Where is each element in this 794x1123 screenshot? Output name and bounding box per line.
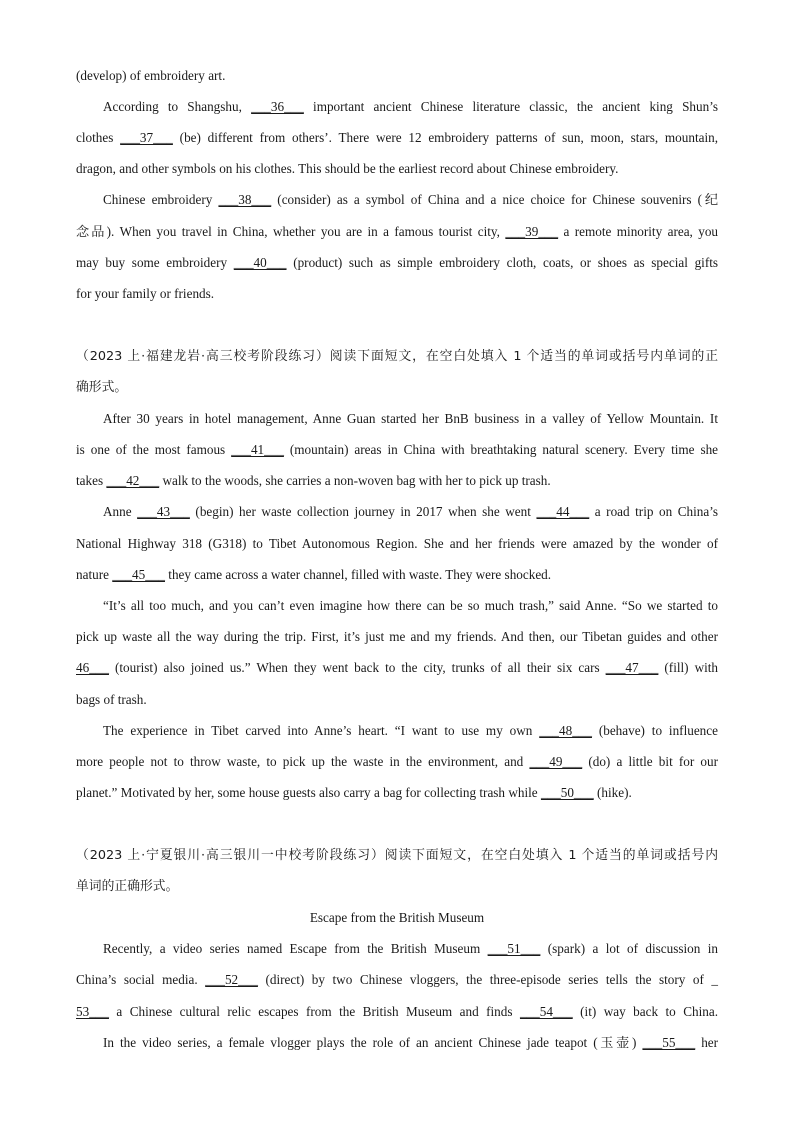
blank-48: ___48___ (539, 723, 592, 738)
text-fragment: The experience in Tibet carved into Anne’s heart. “I want to use my own (103, 723, 533, 738)
text-fragment: important ancient Chinese literature classic, the ancient king Shun’s (313, 99, 719, 114)
passage-title (76, 910, 718, 926)
text-line (76, 972, 718, 988)
text-fragment: for your family or friends. (76, 286, 215, 301)
text-fragment: Chinese embroidery (103, 192, 213, 207)
blank-44: ___44___ (536, 504, 590, 519)
section-header-line: 单词的正确形式。 (76, 879, 179, 894)
text-line (76, 255, 718, 271)
text-fragment: According to Shangshu, (103, 99, 242, 114)
blank-38: ___38___ (218, 192, 272, 207)
blank-54: ___54___ (519, 1004, 573, 1019)
text-fragment: may buy some embroidery (76, 255, 228, 270)
text-line (76, 536, 718, 552)
text-fragment: National Highway 318 (G318) to Tibet Autonomous Region. She and her friends were amazed by the wonder of (76, 536, 718, 551)
blank-47: ___47___ (605, 660, 659, 675)
section-header-line: （2023 上·宁夏银川·高三银川一中校考阶段练习）阅读下面短文，在空白处填入 1 个适当的单词或括号内 (76, 848, 718, 863)
blank-42: ___42___ (106, 473, 160, 488)
blank-49: ___49___ (529, 754, 583, 769)
text-line (76, 68, 718, 84)
blank-39: ___39___ (505, 224, 559, 239)
text-line (103, 99, 718, 115)
text-fragment: (begin) her waste collection journey in 2017 when she went (195, 504, 531, 519)
text-line (76, 442, 718, 458)
text-line (76, 130, 718, 146)
text-fragment: (fill) with (664, 660, 719, 675)
text-fragment: is one of the most famous (76, 442, 226, 457)
text-line (76, 567, 718, 583)
passage-title-text: Escape from the British Museum (309, 910, 485, 925)
section-header (76, 879, 718, 895)
blank-51: ___51___ (487, 941, 541, 956)
text-fragment: bags of trash. (76, 692, 147, 707)
text-line (76, 785, 718, 801)
text-fragment: (develop) of embroidery art. (76, 68, 226, 83)
text-fragment: (product) such as simple embroidery cloth, coats, or shoes as special gifts (293, 255, 719, 270)
blank-55: ___55___ (642, 1035, 696, 1050)
text-line (103, 411, 718, 427)
text-line (76, 1004, 718, 1020)
text-fragment: (tourist) also joined us.” When they went back to the city, trunks of all their six cars (114, 660, 600, 675)
text-fragment: pick up waste all the way during the trip. First, it’s just me and my friends. And then, our Tibetan guides and other (76, 629, 718, 644)
section-header-line: 确形式。 (76, 380, 128, 395)
blank-53: 53___ (76, 1004, 109, 1019)
text-fragment: Recently, a video series named Escape from the British Museum (103, 941, 481, 956)
text-line (103, 941, 718, 957)
text-fragment: “It’s all too much, and you can’t even imagine how there can be so much trash,” said Anne. “So we started to (103, 598, 718, 613)
blank-37: ___37___ (120, 130, 173, 145)
text-fragment: Anne (103, 504, 132, 519)
section-header-line: （2023 上·福建龙岩·高三校考阶段练习）阅读下面短文，在空白处填入 1 个适当的单词或括号内单词的正 (76, 349, 718, 364)
text-fragment: (be) different from others’. There were 12 embroidery patterns of sun, moon, stars, mountain, (179, 130, 719, 145)
text-fragment: planet.” Motivated by her, some house guests also carry a bag for collecting trash while (76, 785, 538, 800)
text-fragment: they came across a water channel, filled with waste. They were shocked. (168, 567, 552, 582)
text-line (76, 754, 718, 770)
text-fragment: (hike). (596, 785, 632, 800)
text-fragment: dragon, and other symbols on his clothes. This should be the earliest record about Chinese embroidery. (76, 161, 619, 176)
text-line (103, 504, 718, 520)
text-line (76, 161, 718, 177)
text-line (76, 660, 718, 676)
text-line (103, 598, 718, 614)
text-fragment: In the video series, a female vlogger plays the role of an ancient Chinese jade teapot (玉壶) (103, 1035, 637, 1050)
text-fragment: After 30 years in hotel management, Anne Guan started her BnB business in a valley of Yellow Mountain. It (103, 411, 718, 426)
text-fragment: (direct) by two Chinese vloggers, the three-episode series tells the story of _ (265, 972, 718, 987)
text-line (76, 224, 718, 240)
text-fragment: a remote minority area, you (563, 224, 719, 239)
text-fragment: a road trip on China’s (594, 504, 719, 519)
blank-41: ___41___ (231, 442, 284, 457)
section-header (76, 380, 718, 396)
text-fragment: clothes (76, 130, 114, 145)
blank-36: ___36___ (251, 99, 304, 114)
text-fragment: (behave) to influence (598, 723, 718, 738)
text-fragment: takes (76, 473, 104, 488)
text-line (103, 1035, 718, 1051)
text-fragment: more people not to throw waste, to pick up the waste in the environment, and (76, 754, 524, 769)
text-line (76, 473, 718, 489)
blank-40: ___40___ (233, 255, 287, 270)
text-line (76, 692, 718, 708)
blank-43: ___43___ (137, 504, 190, 519)
text-fragment: a Chinese cultural relic escapes from the British Museum and finds (116, 1004, 513, 1019)
text-fragment: 念品). When you travel in China, whether you are in a famous tourist city, (76, 224, 500, 239)
text-fragment: (do) a little bit for our (588, 754, 718, 769)
text-line (103, 723, 718, 739)
text-line (76, 629, 718, 645)
text-fragment: (mountain) areas in China with breathtaking natural scenery. Every time she (289, 442, 719, 457)
text-fragment: (it) way back to China. (580, 1004, 718, 1019)
blank-46: 46___ (76, 660, 109, 675)
blank-52: ___52___ (205, 972, 258, 987)
text-line (103, 192, 718, 208)
section-header (76, 848, 718, 864)
text-line (76, 286, 718, 302)
blank-45: ___45___ (112, 567, 165, 582)
text-fragment: (spark) a lot of discussion in (547, 941, 718, 956)
text-fragment: walk to the woods, she carries a non-woven bag with her to pick up trash. (162, 473, 551, 488)
text-fragment: nature (76, 567, 109, 582)
text-fragment: China’s social media. (76, 972, 198, 987)
section-header (76, 349, 718, 365)
blank-50: ___50___ (540, 785, 594, 800)
text-fragment: her (701, 1035, 719, 1050)
text-fragment: (consider) as a symbol of China and a nice choice for Chinese souvenirs (纪 (277, 192, 719, 207)
